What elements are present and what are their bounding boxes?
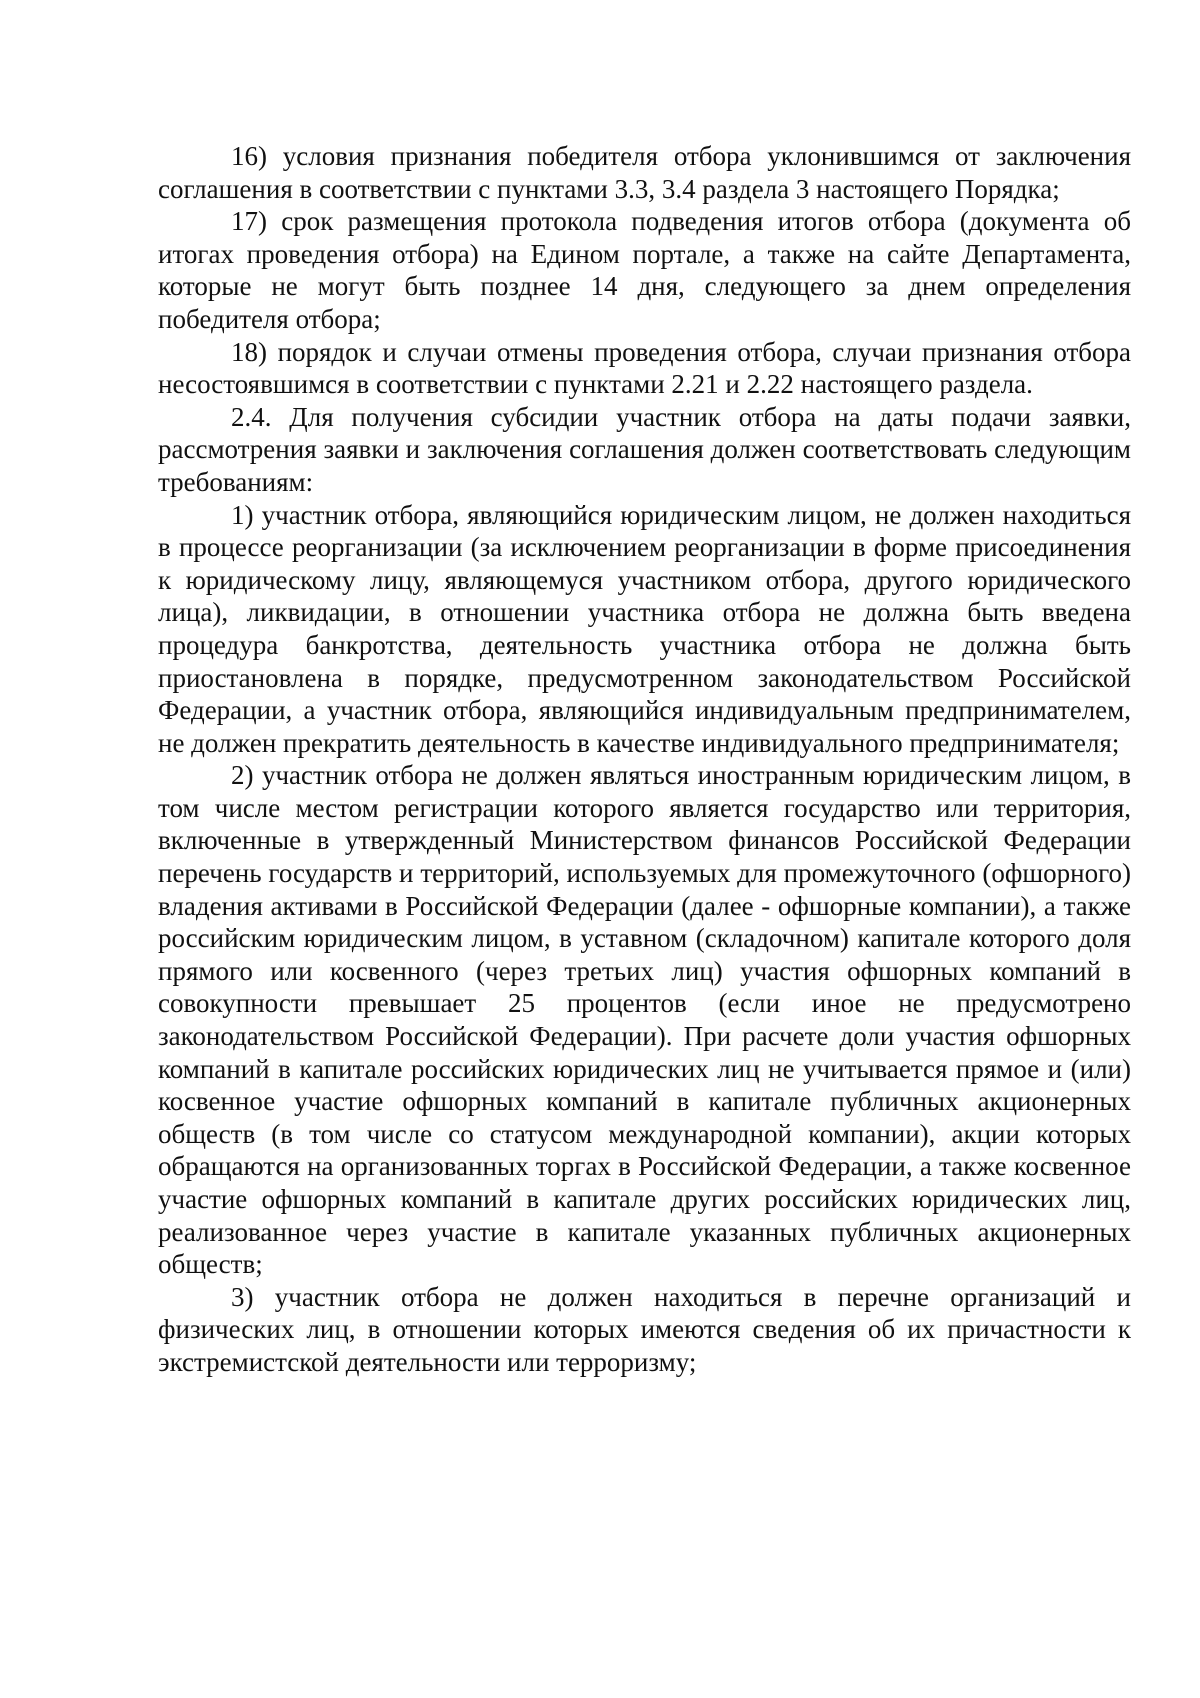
paragraph-requirement-3: 3) участник отбора не должен находиться в перечне организаций и физических лиц, в отношении которых имеются сведения об их причастности к экстремистской деятельности или терроризму; [158,1281,1131,1377]
document-page [158,140,1131,1379]
paragraph-item-16: 16) условия признания победителя отбора уклонившимся от заключения соглашения в соответствии с пунктами 3.3, 3.4 раздела 3 настоящего Порядка; [158,141,1131,204]
paragraph-requirement-2: 2) участник отбора не должен являться иностранным юридическим лицом, в том числе местом регистрации которого является государство или территория, включенные в утвержденный Министерством финансов Российской Федерации перечень государств и территорий, используемых для промежуточного (офшорного) владения активами в Российской Федерации (далее - офшорные компании), а также российским юридическим лицом, в уставном (складочном) капитале которого доля прямого или косвенного (через третьих лиц) участия офшорных компаний в совокупности превышает 25 процентов (если иное не предусмотрено законодательством Российской Федерации). При расчете доли участия офшорных компаний в капитале российских юридических лиц не учитывается прямое и (или) косвенное участие офшорных компаний в капитале публичных акционерных обществ (в том числе со статусом международной компании), акции которых обращаются на организованных торгах в Российской Федерации, а также косвенное участие офшорных компаний в капитале других российских юридических лиц, реализованное через участие в капитале указанных публичных акционерных обществ; [158,760,1131,1280]
paragraph-item-18: 18) порядок и случаи отмены проведения отбора, случаи признания отбора несостоявшимся в соответствии с пунктами 2.21 и 2.22 настоящего раздела. [158,336,1131,400]
paragraph-section-2-4: 2.4. Для получения субсидии участник отбора на даты подачи заявки, рассмотрения заявки и заключения соглашения должен соответствовать следующим требованиям: [158,401,1131,497]
paragraph-requirement-1: 1) участник отбора, являющийся юридическим лицом, не должен находиться в процессе реорганизации (за исключением реорганизации в форме присоединения к юридическому лицу, являющемуся участником отбора, другого юридического лица), ликвидации, в отношении участника отбора не должна быть введена процедура банкротства, деятельность участника отбора не должна быть приостановлена в порядке, предусмотренном законодательством Российской Федерации, а участник отбора, являющийся индивидуальным предпринимателем, не должен прекратить деятельность в качестве индивидуального предпринимателя; [158,499,1131,758]
paragraph-item-17: 17) срок размещения протокола подведения итогов отбора (документа об итогах проведения отбора) на Едином портале, а также на сайте Департамента, которые не могут быть позднее 14 дня, следующего за днем определения победителя отбора; [158,206,1131,334]
